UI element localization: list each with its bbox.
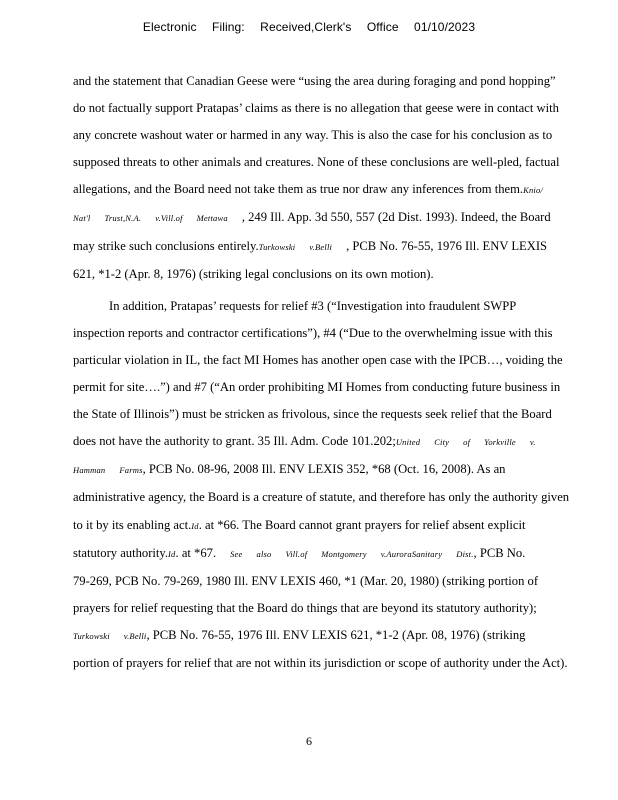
case-citation: v.Belli [123, 630, 147, 641]
p2-line-11: 79-269, PCB No. 79-269, 1980 Ill. ENV LEXIS 460, *1 (Mar. 20, 1980) (striking portion of [73, 573, 539, 588]
p2-line-6 [73, 428, 605, 456]
header-received: Received,Clerk's [260, 20, 352, 34]
case-citation: Turkowski [258, 241, 296, 252]
p2-line-7 [73, 456, 605, 484]
case-citation: Trust,N.A. [104, 213, 142, 224]
p1-line-7-text-2: , PCB No. 76-55, 1976 Ill. ENV LEXIS [346, 238, 548, 253]
case-citation: Knio/ [523, 185, 543, 196]
case-citation: Turkowski [73, 630, 110, 641]
p2-line-3: particular violation in IL, the fact MI Homes has another open case with the IPCB…, voiding the [73, 352, 563, 367]
case-citation: v.AuroraSanitary [380, 548, 443, 559]
p2-line-1: In addition, Pratapas’ requests for relief #3 (“Investigation into fraudulent SWPP [109, 298, 517, 313]
case-citation: Vill.of [285, 548, 308, 559]
p1-line-2: do not factually support Pratapas’ claims as there is no allegation that geese were in contact with [73, 101, 559, 116]
header-electronic: Electronic [142, 20, 197, 34]
header-date: 01/10/2023 [414, 20, 476, 34]
case-citation: Montgomery [321, 548, 367, 559]
p1-line-3: any concrete washout water or harmed in any way. This is also the case for his conclusion as to [73, 128, 553, 143]
case-citation: Id [191, 520, 199, 531]
header-filing: Filing: [212, 20, 245, 34]
case-citation: Mettawa [196, 213, 228, 224]
p2-line-8: administrative agency, the Board is a creature of statute, and therefore has only the authority given [73, 490, 570, 505]
p2-line-12: prayers for relief requesting that the Board do things that are beyond its statutory authority); [73, 600, 537, 615]
case-citation: Dist. [456, 548, 474, 559]
p1-line-7-text: may strike such conclusions entirely. [73, 238, 259, 253]
p2-line-9 [73, 512, 605, 540]
p2-line-10-text: statutory authority. [73, 545, 169, 560]
p2-line-7-text: , PCB No. 08-96, 2008 Ill. ENV LEXIS 352, *68 (Oct. 16, 2008). As an [142, 462, 506, 477]
p2-line-9-text: to it by its enabling act. [73, 517, 192, 532]
case-citation: Yorkville [484, 437, 516, 448]
p2-line-10-text-3: , PCB No. [473, 545, 526, 560]
p2-line-4: permit for site….”) and #7 (“An order prohibiting MI Homes from conducting future business in [73, 380, 561, 395]
p2-line-9-text-2: . at *66. The Board cannot grant prayers for relief absent explicit [198, 517, 526, 532]
case-citation: See [230, 548, 243, 559]
filing-stamp-header [0, 20, 618, 34]
case-citation: Farms [119, 465, 143, 476]
p1-line-5-text: allegations, and the Board need not take them as true nor draw any inferences from them. [73, 182, 524, 197]
case-citation: v.Belli [309, 241, 333, 252]
case-citation: also [256, 548, 272, 559]
p1-line-4: supposed threats to other animals and creatures. None of these conclusions are well-pled, factual [73, 155, 560, 170]
p2-line-5: the State of Illinois”) must be stricken as frivolous, since the requests seek relief that the Board [73, 407, 552, 422]
document-body [73, 68, 605, 677]
p2-line-6-text: does not have the authority to grant. 35 Ill. Adm. Code 101.202; [73, 434, 396, 449]
case-citation: Hamman [73, 465, 106, 476]
p1-line-1: and the statement that Canadian Geese were “using the area during foraging and pond hopping” [73, 74, 556, 88]
p1-line-5 [73, 176, 605, 204]
page-number: 6 [306, 734, 312, 748]
case-citation: v.Vill.of [155, 213, 183, 224]
p2-line-14: portion of prayers for relief that are not within its jurisdiction or scope of authority under the Act). [73, 655, 568, 670]
p2-line-10-text-2: . at *67. [175, 545, 217, 560]
p1-line-6-text: , 249 Ill. App. 3d 550, 557 (2d Dist. 1993). Indeed, the Board [241, 210, 551, 225]
p2-line-13 [73, 622, 605, 650]
case-citation: United [395, 437, 421, 448]
p1-line-8: 621, *1-2 (Apr. 8, 1976) (striking legal conclusions on its own motion). [73, 266, 434, 281]
p2-line-2: inspection reports and contractor certifications”), #4 (“Due to the overwhelming issue with this [73, 325, 553, 340]
case-citation: Id [168, 548, 176, 559]
p2-line-13-text: , PCB No. 76-55, 1976 Ill. ENV LEXIS 621, *1-2 (Apr. 08, 1976) (striking [146, 627, 526, 642]
p1-line-7 [73, 233, 605, 261]
case-citation: v. [529, 437, 536, 448]
header-office: Office [366, 20, 399, 34]
case-citation: Nat'l [73, 213, 91, 224]
p2-line-10 [73, 540, 605, 568]
case-citation: of [463, 437, 471, 448]
p1-line-6 [73, 204, 605, 232]
case-citation: City [434, 437, 450, 448]
